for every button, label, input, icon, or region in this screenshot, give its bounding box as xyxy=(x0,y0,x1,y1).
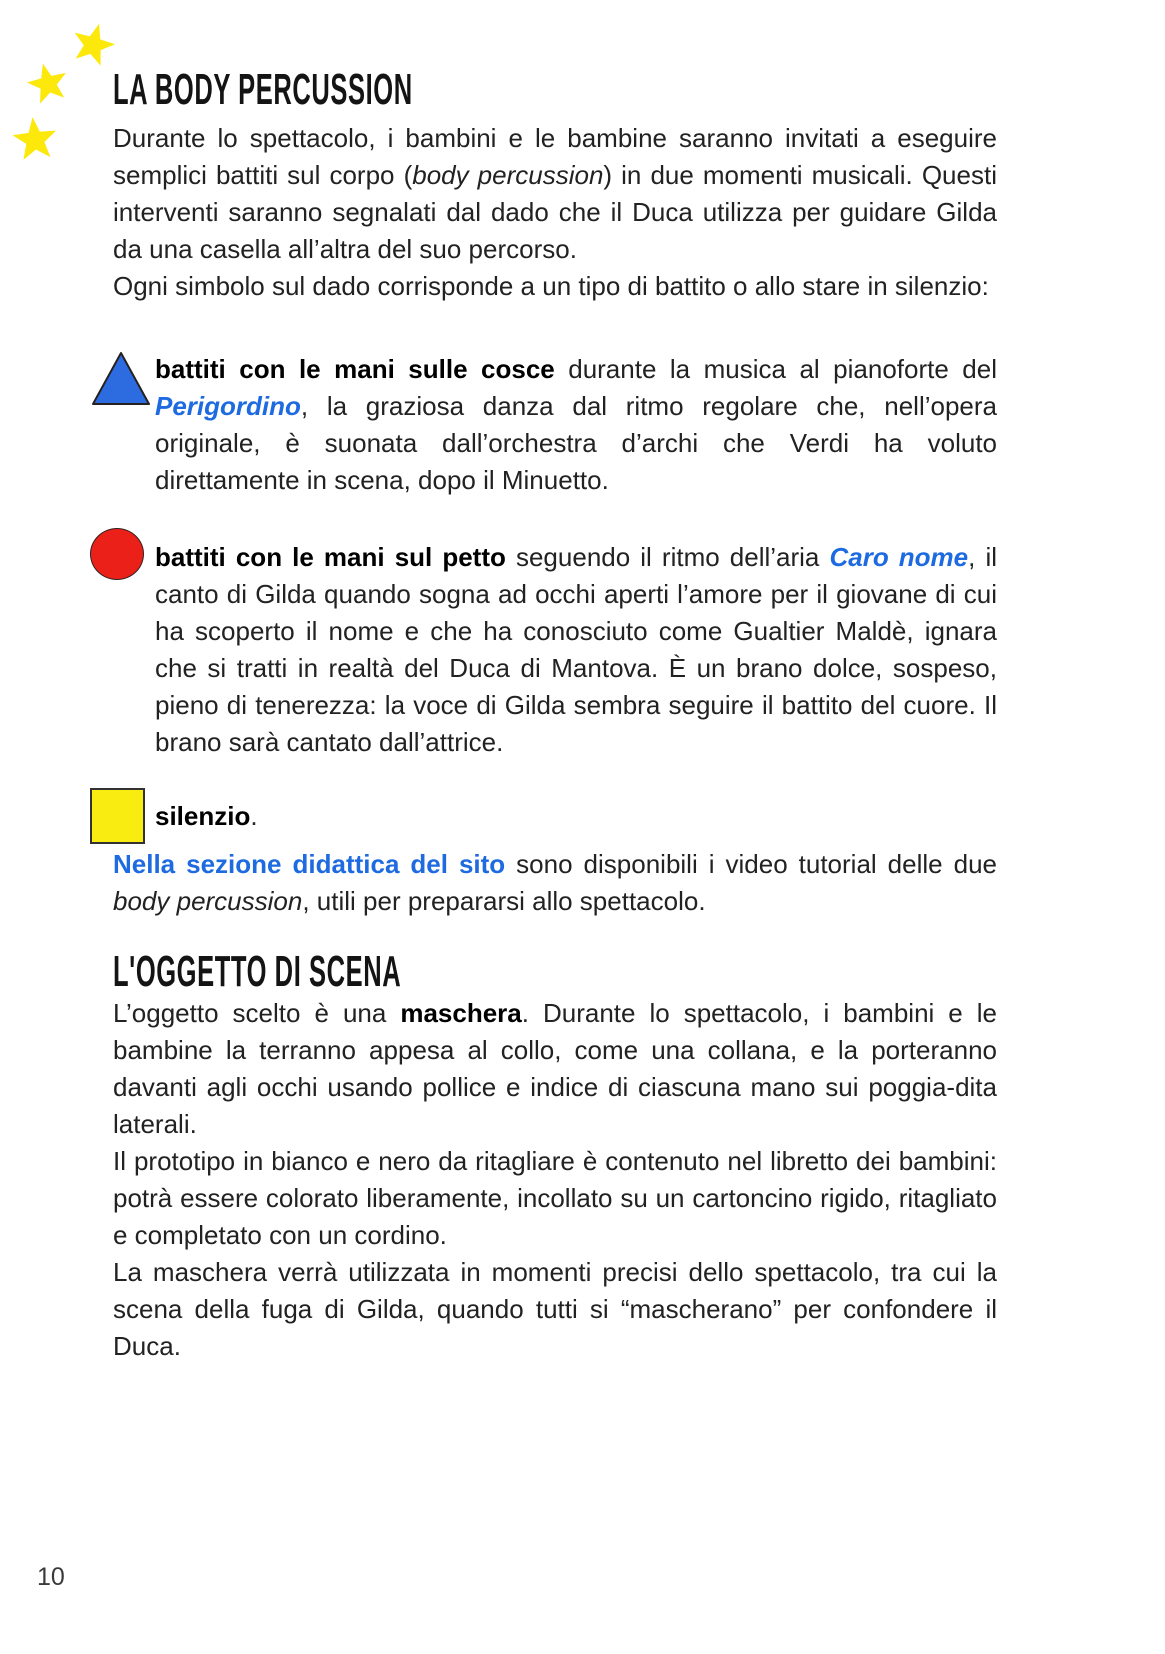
bullet-chest xyxy=(113,539,997,761)
text-segment: sono disponibili i video tutorial delle due xyxy=(505,849,997,879)
bullet-thighs xyxy=(113,351,997,499)
site-note-paragraph xyxy=(113,846,997,920)
text-segment-bold: silenzio xyxy=(155,801,251,831)
caro-nome-link: Caro nome xyxy=(829,542,969,572)
square-icon xyxy=(90,788,145,844)
text-segment-bold: maschera xyxy=(400,998,522,1028)
section-heading-body-percussion xyxy=(113,65,997,114)
heading-text: L'OGGETTO DI SCENA xyxy=(113,947,402,996)
text-segment: seguendo il ritmo dell’aria xyxy=(505,542,830,572)
text-segment: durante la musica al pianoforte del xyxy=(554,354,997,384)
circle-icon xyxy=(90,528,144,580)
didactic-section-link[interactable]: Nella sezione didattica del sito xyxy=(113,849,506,879)
triangle-icon xyxy=(90,350,152,408)
text-segment-italic: body percussion xyxy=(113,886,303,916)
section-heading-stage-object xyxy=(113,947,997,996)
mask-usage-paragraph: La maschera verrà utilizzata in momenti precisi dello spettacolo, tra cui la scena della fuga di Gilda, quando tutti si “mascherano” per confondere il Duca. xyxy=(113,1257,997,1361)
bullet-silence xyxy=(113,788,997,846)
text-segment: ) in due momenti musicali. Questi interventi saranno segnalati dal dado che il Duca utilizza per guidare Gilda da una casella all’altra del suo percorso. xyxy=(113,160,997,264)
bullet-chest-text xyxy=(155,539,997,761)
perigordino-link: Perigordino xyxy=(155,391,301,421)
text-segment: , il canto di Gilda quando sogna ad occhi aperti l’amore per il giovane di cui ha scoperto il nome e che ha conosciuto come Gualtier Maldè, ignara che si tratti in realtà del Duca di Mantova. È un brano dolce, sospeso, pieno di tenerezza: la voce di Gilda sembra seguire il battito del cuore. Il brano sarà cantato dall’attrice. xyxy=(155,542,998,757)
text-segment: . xyxy=(250,801,258,831)
page-number: 10 xyxy=(37,1563,65,1591)
text-segment: , la graziosa danza dal ritmo regolare che, nell’opera originale, è suonata dall’orchestra d’archi che Verdi ha voluto direttamente in scena, dopo il Minuetto. xyxy=(155,391,997,495)
star-icon xyxy=(9,114,62,167)
text-segment-bold: battiti con le mani sul petto xyxy=(155,542,506,572)
bullet-thighs-text xyxy=(155,351,997,499)
bullet-silence-text xyxy=(155,788,997,835)
prototype-paragraph: Il prototipo in bianco e nero da ritagliare è contenuto nel libretto dei bambini: potrà essere colorato liberamente, incollato su un cartoncino rigido, ritagliato e completato con un cordino. xyxy=(113,1146,997,1250)
text-segment-italic: body percussion xyxy=(412,160,604,190)
text-segment: Durante lo spettacolo, i bambini e le bambine saranno invitati a eseguire semplici battiti sul corpo ( xyxy=(113,123,997,190)
star-icon xyxy=(21,57,74,110)
text-segment: . Durante lo spettacolo, i bambini e le bambine la terranno appesa al collo, come una collana, e la porteranno davanti agli occhi usando pollice e indice di ciascuna mano sui poggia-dita laterali. xyxy=(113,998,998,1139)
text-segment: L’oggetto scelto è una xyxy=(113,998,401,1028)
heading-text: LA BODY PERCUSSION xyxy=(113,65,413,114)
text-segment: , utili per prepararsi allo spettacolo. xyxy=(302,886,706,916)
mask-paragraph xyxy=(113,995,997,1143)
dice-symbols-paragraph: Ogni simbolo sul dado corrisponde a un tipo di battito o allo stare in silenzio: xyxy=(113,271,989,301)
text-segment-bold: battiti con le mani sulle cosce xyxy=(155,354,555,384)
page-content xyxy=(113,0,997,1365)
intro-paragraph xyxy=(113,120,997,268)
